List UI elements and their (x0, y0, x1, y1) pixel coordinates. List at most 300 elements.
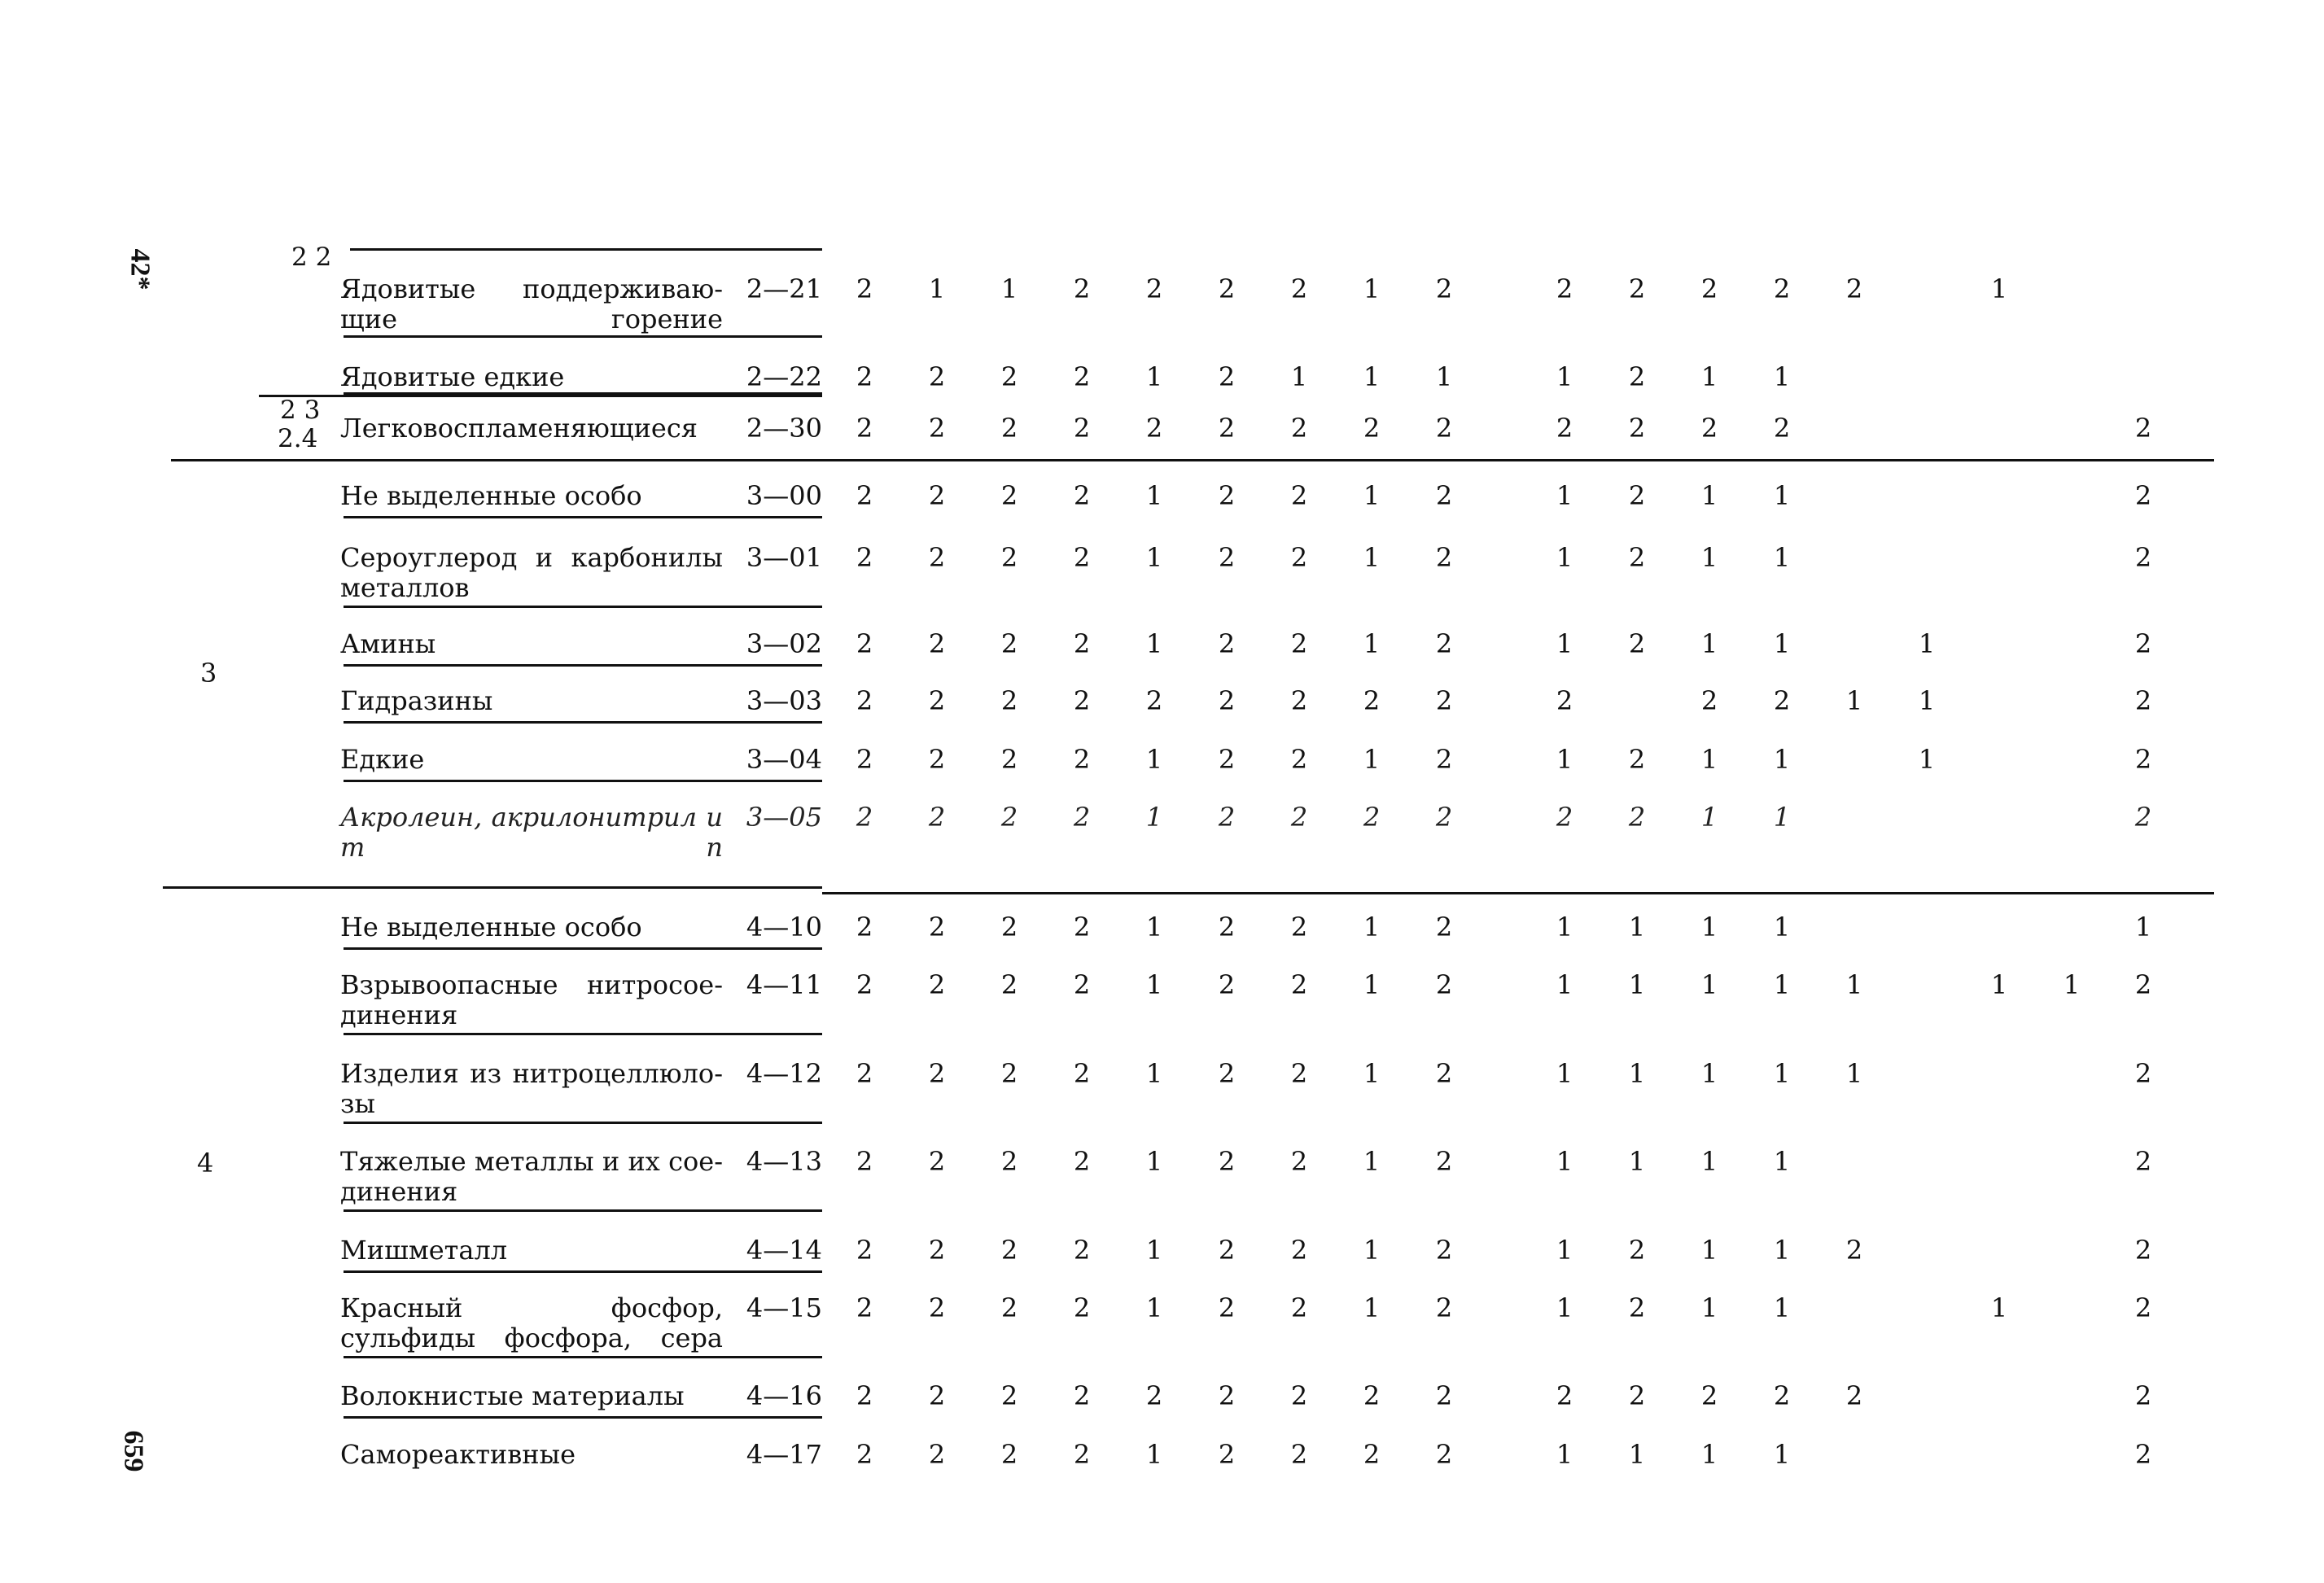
compat-cell: 1 (1773, 1235, 1791, 1266)
compat-cell: 1 (1773, 1292, 1791, 1323)
compat-cell: 1 (1363, 480, 1381, 511)
compat-cell: 2 (1556, 1380, 1573, 1411)
group-4-rule (822, 892, 2214, 894)
compat-cell: 1 (1700, 628, 1718, 659)
compat-cell: 2 (856, 685, 873, 716)
row-divider (344, 1356, 822, 1358)
compat-cell: 2 (1435, 1146, 1453, 1177)
compat-cell: 2 (1628, 1380, 1646, 1411)
compat-cell: 1 (1556, 628, 1573, 659)
compat-cell: 1 (1700, 1439, 1718, 1470)
compat-cell: 1 (1145, 361, 1163, 392)
subclass-2-3-rule (259, 395, 822, 397)
compat-cell: 2 (1435, 1058, 1453, 1089)
compat-cell: 2 (1700, 273, 1718, 304)
compat-cell: 2 (1435, 685, 1453, 716)
compat-cell: 1 (1700, 1058, 1718, 1089)
compat-cell: 2 (1073, 1292, 1091, 1323)
compat-cell: 2 (1218, 1146, 1236, 1177)
compat-cell: 1 (1918, 628, 1936, 659)
compat-cell: 2 (1218, 1380, 1236, 1411)
compat-cell: 1 (1000, 273, 1018, 304)
compat-cell: 1 (1773, 802, 1791, 833)
compat-cell: 2 (1218, 413, 1236, 444)
compat-cell: 2 (2134, 969, 2152, 1000)
compat-cell: 2 (1628, 480, 1646, 511)
group-label-4: 4 (197, 1148, 214, 1179)
compat-cell: 2 (2134, 1058, 2152, 1089)
compat-cell: 2 (928, 685, 946, 716)
compat-cell: 1 (1435, 361, 1453, 392)
compat-cell: 1 (1363, 1292, 1381, 1323)
material-name: Тяжелые металлы и их сое-динения (340, 1146, 723, 1207)
compat-cell: 2 (2134, 480, 2152, 511)
compat-cell: 2 (1000, 1439, 1018, 1470)
compat-cell: 2 (1556, 802, 1573, 833)
compat-cell: 2 (1435, 912, 1453, 942)
group-3-rule (171, 459, 2214, 461)
compat-cell: 1 (1700, 1235, 1718, 1266)
compat-cell: 1 (1145, 542, 1163, 573)
compat-cell: 2 (1628, 361, 1646, 392)
compat-cell: 2 (1073, 1380, 1091, 1411)
class-code: 3—04 (746, 744, 822, 775)
compat-cell: 1 (1556, 744, 1573, 775)
compat-cell: 2 (928, 542, 946, 573)
compat-cell: 1 (1773, 628, 1791, 659)
compat-cell: 2 (1773, 1380, 1791, 1411)
compat-cell: 2 (1073, 480, 1091, 511)
compat-cell: 2 (1628, 1292, 1646, 1323)
compat-cell: 2 (1073, 969, 1091, 1000)
compat-cell: 2 (1628, 1235, 1646, 1266)
material-name: Не выделенные особо (340, 912, 642, 942)
compat-cell: 2 (1000, 1146, 1018, 1177)
compat-cell: 2 (1218, 802, 1236, 833)
compat-cell: 1 (1363, 1146, 1381, 1177)
compat-cell: 1 (1145, 969, 1163, 1000)
compat-cell: 1 (1700, 912, 1718, 942)
compat-cell: 1 (1556, 361, 1573, 392)
material-name: Легковоспламеняющиеся (340, 413, 698, 444)
compat-cell: 2 (2134, 1439, 2152, 1470)
compat-cell: 2 (928, 361, 946, 392)
compat-cell: 2 (1435, 413, 1453, 444)
compat-cell: 2 (1218, 1439, 1236, 1470)
compat-cell: 1 (2134, 912, 2152, 942)
material-name: Акролеин, акрилонитрил и т п (340, 802, 723, 863)
compat-cell: 2 (2134, 1146, 2152, 1177)
compat-cell: 1 (1700, 361, 1718, 392)
compat-cell: 2 (1628, 744, 1646, 775)
compat-cell: 2 (1073, 1058, 1091, 1089)
compat-cell: 2 (856, 1292, 873, 1323)
compat-cell: 2 (1363, 802, 1381, 833)
page-label-top: 42* (125, 248, 155, 291)
compat-cell: 1 (1700, 969, 1718, 1000)
compat-cell: 1 (1990, 273, 2008, 304)
compat-cell: 2 (856, 802, 873, 833)
compat-cell: 2 (2134, 628, 2152, 659)
compat-cell: 2 (1435, 273, 1453, 304)
compat-cell: 2 (1218, 542, 1236, 573)
compat-cell: 1 (1145, 1146, 1163, 1177)
compat-cell: 2 (1435, 542, 1453, 573)
compat-cell: 2 (1073, 685, 1091, 716)
compat-cell: 2 (1145, 413, 1163, 444)
compat-cell: 1 (2063, 969, 2081, 1000)
compat-cell: 2 (2134, 802, 2152, 833)
subclass-label-2-4: 2.4 (278, 424, 318, 453)
compat-cell: 2 (1290, 1439, 1308, 1470)
compat-cell: 1 (1556, 542, 1573, 573)
compat-cell: 2 (1073, 1235, 1091, 1266)
compat-cell: 1 (1628, 1439, 1646, 1470)
row-divider (344, 664, 822, 667)
class-code: 4—13 (746, 1146, 822, 1177)
compat-cell: 1 (1700, 1292, 1718, 1323)
compat-cell: 2 (928, 413, 946, 444)
material-name: Мишметалл (340, 1235, 508, 1266)
material-name: Самореактивные (340, 1439, 576, 1470)
compat-cell: 2 (928, 628, 946, 659)
compat-cell: 2 (2134, 1235, 2152, 1266)
compat-cell: 2 (1628, 273, 1646, 304)
compat-cell: 2 (1628, 542, 1646, 573)
compat-cell: 2 (1000, 744, 1018, 775)
compat-cell: 1 (1556, 1292, 1573, 1323)
class-code: 4—11 (746, 969, 822, 1000)
compat-cell: 2 (1000, 413, 1018, 444)
compat-cell: 1 (1700, 480, 1718, 511)
compat-cell: 2 (1435, 969, 1453, 1000)
compat-cell: 2 (1700, 413, 1718, 444)
compat-cell: 1 (1556, 1146, 1573, 1177)
compat-cell: 1 (1845, 685, 1863, 716)
compat-cell: 2 (1628, 802, 1646, 833)
compat-cell: 2 (1435, 1292, 1453, 1323)
material-name: Амины (340, 628, 436, 659)
compat-cell: 1 (1363, 361, 1381, 392)
compat-cell: 2 (1000, 1292, 1018, 1323)
compat-cell: 2 (1000, 628, 1018, 659)
compat-cell: 1 (1145, 802, 1163, 833)
compat-cell: 1 (1628, 912, 1646, 942)
compat-cell: 1 (1145, 1292, 1163, 1323)
compat-cell: 2 (1290, 744, 1308, 775)
row-divider (344, 335, 822, 338)
compat-cell: 2 (928, 744, 946, 775)
row-divider (344, 606, 822, 608)
compat-cell: 2 (1435, 480, 1453, 511)
compat-cell: 2 (1773, 685, 1791, 716)
compat-cell: 1 (1363, 744, 1381, 775)
compat-cell: 2 (1556, 273, 1573, 304)
compat-cell: 2 (1073, 628, 1091, 659)
compat-cell: 2 (1000, 802, 1018, 833)
compat-cell: 1 (1773, 969, 1791, 1000)
compat-cell: 2 (1290, 685, 1308, 716)
compat-cell: 1 (1773, 744, 1791, 775)
group-4-rule-left (163, 886, 822, 889)
compat-cell: 1 (1145, 1439, 1163, 1470)
compat-cell: 2 (1000, 361, 1018, 392)
row-divider (344, 1122, 822, 1124)
compat-cell: 1 (1145, 912, 1163, 942)
compat-cell: 1 (1556, 1058, 1573, 1089)
compat-cell: 2 (1218, 744, 1236, 775)
compat-cell: 2 (1000, 1380, 1018, 1411)
compat-cell: 1 (1363, 1235, 1381, 1266)
compat-cell: 2 (1290, 480, 1308, 511)
compat-cell: 2 (1218, 480, 1236, 511)
compat-cell: 2 (1290, 1058, 1308, 1089)
compat-cell: 1 (1363, 969, 1381, 1000)
compat-cell: 2 (1218, 1292, 1236, 1323)
compat-cell: 2 (1000, 1058, 1018, 1089)
compat-cell: 2 (928, 480, 946, 511)
compat-cell: 2 (856, 542, 873, 573)
compat-cell: 1 (1700, 744, 1718, 775)
compat-cell: 2 (1000, 1235, 1018, 1266)
compat-cell: 2 (928, 1058, 946, 1089)
compat-cell: 1 (1363, 628, 1381, 659)
compat-cell: 2 (1218, 1058, 1236, 1089)
compat-cell: 2 (1073, 361, 1091, 392)
compat-cell: 2 (856, 628, 873, 659)
compat-cell: 1 (1145, 744, 1163, 775)
compat-cell: 2 (928, 1439, 946, 1470)
compat-cell: 1 (1773, 912, 1791, 942)
material-name: Сероуглерод и карбонилы металлов (340, 542, 723, 603)
compat-cell: 2 (1435, 1380, 1453, 1411)
compat-cell: 2 (1435, 1235, 1453, 1266)
compat-cell: 2 (2134, 685, 2152, 716)
class-code: 3—03 (746, 685, 822, 716)
compat-cell: 2 (1073, 912, 1091, 942)
material-name: Красный фосфор, сульфиды фосфора, сера (340, 1292, 723, 1353)
compat-cell: 2 (1290, 1292, 1308, 1323)
compat-cell: 2 (1435, 1439, 1453, 1470)
compat-cell: 2 (1290, 542, 1308, 573)
class-code: 3—05 (746, 802, 822, 833)
compat-cell: 2 (1073, 1439, 1091, 1470)
compat-cell: 2 (1773, 413, 1791, 444)
compat-cell: 2 (2134, 542, 2152, 573)
compat-cell: 2 (856, 413, 873, 444)
compat-cell: 1 (1845, 1058, 1863, 1089)
compat-cell: 2 (1290, 628, 1308, 659)
compat-cell: 2 (928, 1292, 946, 1323)
subclass-label-2-2: 2 2 (291, 243, 332, 272)
compat-cell: 1 (1700, 542, 1718, 573)
compat-cell: 2 (1363, 1439, 1381, 1470)
row-divider (344, 392, 822, 395)
compat-cell: 1 (1773, 1058, 1791, 1089)
compat-cell: 1 (1363, 542, 1381, 573)
compat-cell: 2 (1435, 628, 1453, 659)
compat-cell: 2 (1845, 1235, 1863, 1266)
row-divider (344, 1270, 822, 1273)
row-divider (344, 1416, 822, 1419)
compat-cell: 2 (1363, 1380, 1381, 1411)
compat-cell: 1 (1918, 685, 1936, 716)
compat-cell: 2 (1290, 802, 1308, 833)
subclass-label-2-3: 2 3 (280, 396, 321, 425)
compat-cell: 1 (1990, 1292, 2008, 1323)
compat-cell: 2 (1073, 744, 1091, 775)
compat-cell: 2 (1000, 685, 1018, 716)
compat-cell: 2 (1290, 1146, 1308, 1177)
compat-cell: 2 (1218, 1235, 1236, 1266)
compat-cell: 1 (1628, 1058, 1646, 1089)
compat-cell: 2 (928, 1146, 946, 1177)
compat-cell: 2 (856, 1439, 873, 1470)
compat-cell: 2 (1073, 802, 1091, 833)
compat-cell: 2 (1363, 413, 1381, 444)
compat-cell: 2 (1073, 273, 1091, 304)
compat-cell: 1 (1145, 480, 1163, 511)
compat-cell: 2 (1000, 912, 1018, 942)
compat-cell: 2 (856, 912, 873, 942)
compat-cell: 2 (1290, 1235, 1308, 1266)
compat-cell: 1 (1628, 969, 1646, 1000)
compat-cell: 2 (1073, 1146, 1091, 1177)
compat-cell: 2 (928, 912, 946, 942)
group-label-3: 3 (200, 658, 217, 689)
compat-cell: 2 (856, 361, 873, 392)
compat-cell: 2 (856, 1058, 873, 1089)
compat-cell: 1 (928, 273, 946, 304)
compat-cell: 2 (1363, 685, 1381, 716)
compat-cell: 2 (2134, 1292, 2152, 1323)
compat-cell: 1 (1556, 969, 1573, 1000)
compat-cell: 1 (1290, 361, 1308, 392)
material-name: Гидразины (340, 685, 493, 716)
compat-cell: 2 (1218, 273, 1236, 304)
compat-cell: 1 (1700, 802, 1718, 833)
compat-cell: 2 (1628, 628, 1646, 659)
compat-cell: 2 (1218, 969, 1236, 1000)
compat-cell: 2 (1700, 685, 1718, 716)
compat-cell: 2 (928, 1380, 946, 1411)
class-code: 4—15 (746, 1292, 822, 1323)
compat-cell: 2 (928, 802, 946, 833)
compat-cell: 1 (1556, 480, 1573, 511)
compat-cell: 2 (856, 969, 873, 1000)
class-code: 2—22 (746, 361, 822, 392)
compat-cell: 2 (1145, 273, 1163, 304)
compat-cell: 1 (1773, 1439, 1791, 1470)
compat-cell: 1 (1363, 273, 1381, 304)
compat-cell: 2 (1773, 273, 1791, 304)
material-name: Волокнистые материалы (340, 1380, 685, 1411)
compat-cell: 2 (1556, 685, 1573, 716)
compat-cell: 1 (1628, 1146, 1646, 1177)
page-label-bottom: 659 (118, 1430, 149, 1472)
class-code: 3—02 (746, 628, 822, 659)
compat-cell: 1 (1145, 1235, 1163, 1266)
compat-cell: 1 (1145, 628, 1163, 659)
compat-cell: 2 (1145, 685, 1163, 716)
compat-cell: 2 (1290, 273, 1308, 304)
compat-cell: 2 (2134, 413, 2152, 444)
compat-cell: 2 (856, 1146, 873, 1177)
compat-cell: 1 (1363, 912, 1381, 942)
compat-cell: 2 (1145, 1380, 1163, 1411)
compat-cell: 2 (1700, 1380, 1718, 1411)
compat-cell: 2 (856, 744, 873, 775)
compat-cell: 1 (1845, 969, 1863, 1000)
compat-cell: 2 (1218, 628, 1236, 659)
class-code: 4—12 (746, 1058, 822, 1089)
class-code: 2—21 (746, 273, 822, 304)
class-code: 2—30 (746, 413, 822, 444)
compat-cell: 1 (1700, 1146, 1718, 1177)
compat-cell: 2 (856, 273, 873, 304)
compat-cell: 1 (1990, 969, 2008, 1000)
compat-cell: 1 (1556, 1235, 1573, 1266)
compat-cell: 2 (856, 1235, 873, 1266)
compat-cell: 2 (1628, 413, 1646, 444)
compat-cell: 2 (2134, 1380, 2152, 1411)
compat-cell: 2 (1000, 480, 1018, 511)
top-rule (350, 248, 822, 251)
compat-cell: 2 (1845, 273, 1863, 304)
compat-cell: 1 (1556, 1439, 1573, 1470)
compat-cell: 1 (1145, 1058, 1163, 1089)
compat-cell: 1 (1773, 1146, 1791, 1177)
compat-cell: 2 (1000, 542, 1018, 573)
class-code: 3—01 (746, 542, 822, 573)
material-name: Взрывоопасные нитросое-динения (340, 969, 723, 1030)
compat-cell: 2 (856, 1380, 873, 1411)
compat-cell: 2 (1218, 361, 1236, 392)
compat-cell: 2 (1556, 413, 1573, 444)
class-code: 4—16 (746, 1380, 822, 1411)
compat-cell: 2 (1073, 542, 1091, 573)
compat-cell: 1 (1773, 361, 1791, 392)
compat-cell: 2 (1000, 969, 1018, 1000)
compat-cell: 1 (1363, 1058, 1381, 1089)
class-code: 4—14 (746, 1235, 822, 1266)
row-divider (344, 721, 822, 724)
class-code: 4—17 (746, 1439, 822, 1470)
compat-cell: 2 (1290, 413, 1308, 444)
compat-cell: 2 (856, 480, 873, 511)
material-name: Ядовитые поддерживаю-щие горение (340, 273, 723, 335)
class-code: 3—00 (746, 480, 822, 511)
compat-cell: 1 (1918, 744, 1936, 775)
material-name: Не выделенные особо (340, 480, 642, 511)
compat-cell: 2 (1435, 802, 1453, 833)
row-divider (344, 1209, 822, 1212)
compat-cell: 2 (1073, 413, 1091, 444)
material-name: Едкие (340, 744, 425, 775)
compat-cell: 2 (1290, 912, 1308, 942)
compat-cell: 2 (928, 1235, 946, 1266)
compat-cell: 1 (1773, 480, 1791, 511)
compat-cell: 1 (1773, 542, 1791, 573)
compat-cell: 2 (1290, 1380, 1308, 1411)
material-name: Изделия из нитроцеллюло-зы (340, 1058, 723, 1119)
compat-cell: 2 (1290, 969, 1308, 1000)
compat-cell: 1 (1556, 912, 1573, 942)
class-code: 4—10 (746, 912, 822, 942)
compat-cell: 2 (1845, 1380, 1863, 1411)
compat-cell: 2 (2134, 744, 2152, 775)
row-divider (344, 947, 822, 950)
